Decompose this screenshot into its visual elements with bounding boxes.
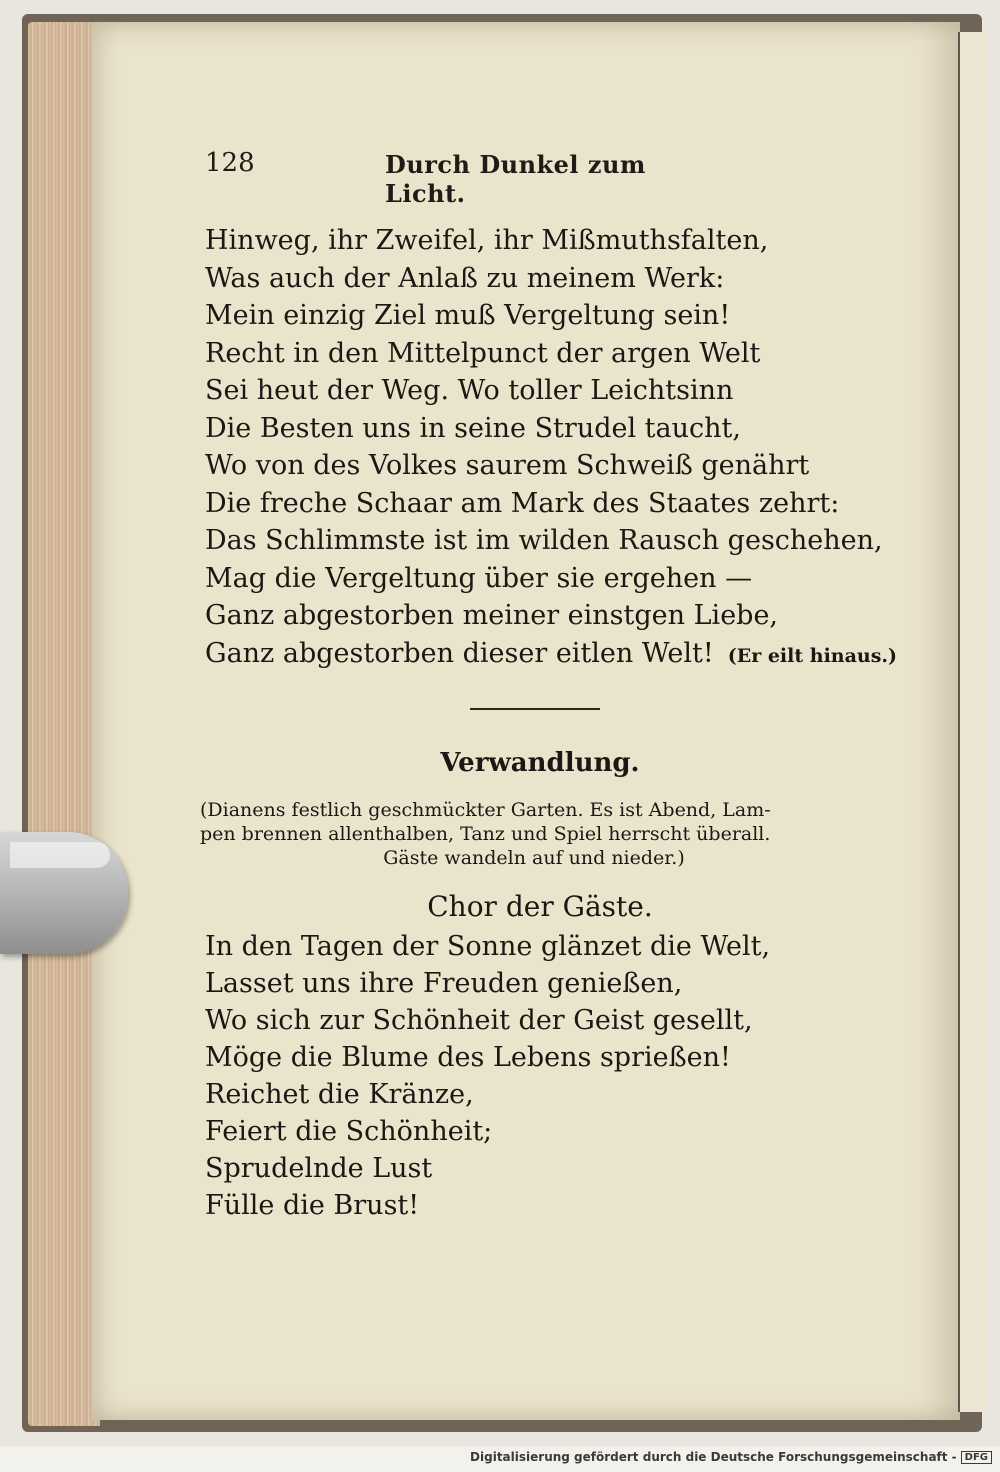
song-line: Lasset uns ihre Freuden genießen, [205,968,683,999]
footer-bar [0,1446,1000,1472]
page-stack-edge [28,22,100,1426]
stage-direction-line: (Dianens festlich geschmückter Garten. Es ist Abend, Lam- [200,799,771,821]
page-header [205,148,695,208]
verse-line: Sei heut der Weg. Wo toller Leichtsinn [205,375,734,406]
chorus-heading: Chor der Gäste. [427,890,653,923]
song-line: Fülle die Brust! [205,1190,420,1221]
song-line: In den Tagen der Sonne glänzet die Welt, [205,931,771,962]
funding-credit-text: Digitalisierung gefördert durch die Deutsche Forschungsgemeinschaft - [470,1450,957,1464]
song-line: Reichet die Kränze, [205,1079,474,1110]
running-title: Durch Dunkel zum Licht. [385,150,646,208]
stage-direction-line: Gäste wandeln auf und nieder.) [383,847,685,869]
verse-line: Hinweg, ihr Zweifel, ihr Mißmuthsfalten, [205,225,769,256]
verse-line-last [205,635,898,676]
verse-line: Die freche Schaar am Mark des Staates zehrt: [205,487,840,519]
scene-heading: Verwandlung. [440,748,640,778]
funding-credit [470,1450,992,1464]
stage-direction [200,798,868,870]
page-clip-highlight [10,842,110,868]
verse-line: Die Besten uns in seine Strudel taucht, [205,412,741,444]
verse-line: Mag die Vergeltung über sie ergehen — [205,562,753,594]
verse-line: Was auch der Anlaß zu meinem Werk: [205,262,725,294]
chorus-song [205,928,845,1224]
song-line: Sprudelnde Lust [205,1153,433,1184]
dfg-logo-icon: DFG [961,1451,992,1464]
verse-line: Ganz abgestorben meiner einstgen Liebe, [205,600,779,631]
verse-line: Wo von des Volkes saurem Schweiß genährt [205,450,810,481]
verse-line: Recht in den Mittelpunct der argen Welt [205,337,761,369]
page-number: 128 [205,148,255,178]
exit-stage-direction: (Er eilt hinaus.) [727,644,898,667]
section-divider [470,708,600,710]
verse-line: Ganz abgestorben dieser eitlen Welt! [205,637,714,669]
song-line: Feiert die Schönheit; [205,1116,493,1147]
stage-direction-line: pen brennen allenthalben, Tanz und Spiel herrscht überall. [200,823,771,845]
song-line: Wo sich zur Schönheit der Geist gesellt, [205,1005,753,1036]
song-line: Möge die Blume des Lebens sprießen! [205,1042,731,1073]
verse-line: Das Schlimmste ist im wilden Rausch geschehen, [205,525,883,556]
facing-page-edge [958,32,988,1412]
verse-line: Mein einzig Ziel muß Vergeltung sein! [205,300,731,331]
monologue-verse [205,222,898,675]
